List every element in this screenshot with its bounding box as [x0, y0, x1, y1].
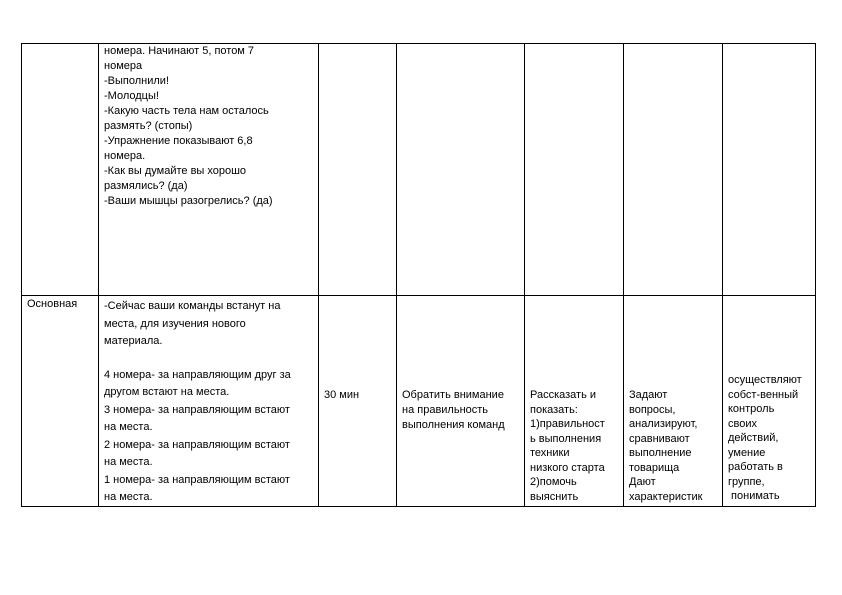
text-line: 2 номера- за направляющим встают — [104, 438, 290, 451]
text-line: группе, — [728, 475, 765, 488]
methods-cell — [530, 388, 622, 505]
text-line: -Упражнение показывают 6,8 — [104, 135, 253, 147]
text-line: -Сейчас ваши команды встанут на — [104, 300, 281, 312]
column-border — [318, 43, 319, 507]
student-activity-cell — [629, 388, 721, 505]
text-line: действий, — [728, 432, 779, 444]
text-line: 3 номера- за направляющим встают — [104, 403, 290, 416]
text-line: умение — [728, 446, 766, 459]
text-line: на места. — [104, 456, 153, 468]
text-line: характеристик — [629, 490, 703, 503]
text-line: работать в — [728, 461, 783, 473]
text-line: 1)правильност — [530, 418, 605, 430]
text-line: номера. — [104, 150, 146, 162]
column-border — [815, 43, 816, 507]
text-line: размялись? (да) — [104, 180, 188, 192]
column-border — [98, 43, 99, 507]
text-line: понимать — [728, 490, 780, 502]
text-line: 2)помочь — [530, 476, 577, 488]
text-line: -Выполнили! — [104, 75, 169, 87]
text-line: вопросы, — [629, 403, 676, 416]
text-line: -Молодцы! — [104, 90, 159, 102]
text-line: 4 номера- за направляющим друг за — [104, 368, 291, 381]
text-line: Дают — [629, 476, 656, 488]
text-line: на места. — [104, 491, 153, 503]
text-line: контроль — [728, 403, 775, 415]
column-border — [722, 43, 723, 507]
text-line: 1 номера- за направляющим встают — [104, 473, 290, 486]
time-cell — [324, 388, 359, 403]
duration-value: 30 мин — [324, 389, 360, 401]
text-line: места, для изучения нового — [104, 317, 246, 330]
text-line: анализируют, — [629, 418, 698, 430]
text-line: номера. Начинают 5, потом 7 — [104, 45, 255, 57]
text-line: размять? (стопы) — [104, 120, 193, 132]
column-border — [21, 43, 22, 507]
text-line: материала. — [104, 335, 163, 347]
text-line: собст-венный — [728, 388, 799, 401]
text-line: Рассказать и — [530, 389, 597, 401]
column-border — [396, 43, 397, 507]
text-line: показать: — [530, 403, 578, 416]
column-border — [623, 43, 624, 507]
results-cell — [728, 373, 814, 505]
text-line: другом встают на места. — [104, 386, 230, 398]
column-border — [524, 43, 525, 507]
text-line: осуществляют — [728, 374, 802, 386]
row-divider — [21, 295, 816, 296]
row2-instructions-cell — [104, 298, 291, 507]
stage-cell — [27, 297, 77, 312]
text-line: выяснить — [530, 490, 579, 503]
text-line: -Ваши мышцы разогрелись? (да) — [104, 195, 273, 207]
text-line: сравнивают — [629, 432, 690, 445]
text-line: Обратить внимание — [402, 389, 504, 401]
text-line: на правильность — [402, 404, 489, 416]
text-line: низкого старта — [530, 461, 605, 474]
text-line: своих — [728, 417, 757, 430]
text-line: выполнения команд — [402, 419, 505, 431]
row1-instructions-cell — [104, 44, 273, 209]
text-line: Задают — [629, 389, 668, 401]
text-line: выполнение — [629, 447, 692, 459]
text-line: товарища — [629, 461, 680, 474]
text-line: -Как вы думайте вы хорошо — [104, 165, 247, 177]
stage-label: Основная — [27, 298, 78, 310]
teacher-activity-cell — [402, 388, 505, 433]
text-line: техники — [530, 447, 570, 459]
text-line: на места. — [104, 421, 153, 433]
text-line: -Какую часть тела нам осталось — [104, 105, 269, 117]
text-line: ь выполнения — [530, 432, 602, 445]
text-line: номера — [104, 60, 143, 72]
